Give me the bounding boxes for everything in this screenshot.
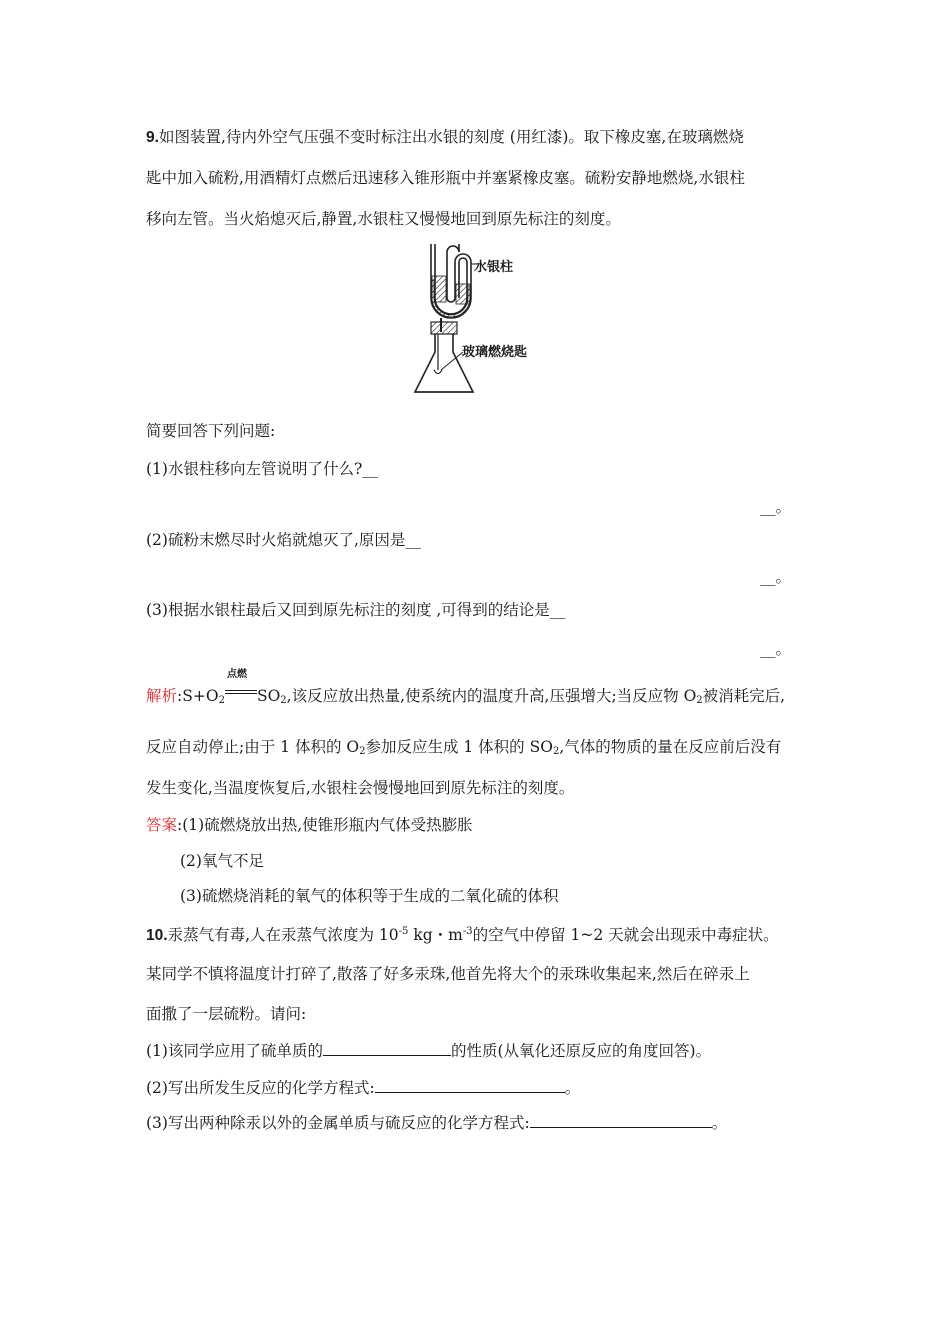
analysis-line3: 发生变化,当温度恢复后,水银柱会慢慢地回到原先标注的刻度。 [146,779,575,797]
q10-stem-line3: 面撒了一层硫粉。请问: [146,1005,307,1023]
q9-sub1-blank-end[interactable]: __。 [760,498,792,516]
glass-spoon [434,334,463,374]
q10-number: 10. [146,927,168,944]
label-mercury-column: 水银柱 [474,259,514,274]
q9-number: 9. [146,129,159,146]
q10-stem-line1: 10.汞蒸气有毒,人在汞蒸气浓度为 $10^{-5}$ kg・$m^{-3}$的空气中停留 1~2 天就会出现汞中毒症状。 [146,926,779,944]
q9-sub1: (1)水银柱移向左管说明了什么?__ [146,460,378,478]
answer-blank[interactable] [530,1113,712,1128]
q9-sub3-blank-end[interactable]: __。 [760,640,792,658]
answer-blank[interactable]: __ [405,531,421,549]
q10-sub3: (3)写出两种除汞以外的金属单质与硫反应的化学方程式: 。 [146,1114,728,1132]
q9-sub2-blank-end[interactable]: __。 [760,568,792,586]
q10-stem-line2: 某同学不慎将温度计打碎了,散落了好多汞珠,他首先将大个的汞珠收集起来,然后在碎汞上 [146,965,750,983]
q10-sub1: (1)该同学应用了硫单质的 的性质(从氧化还原反应的角度回答)。 [146,1042,712,1060]
q9-stem-line3: 移向左管。当火焰熄灭后,静置,水银柱又慢慢地回到原先标注的刻度。 [146,210,621,228]
analysis-line1: 解析$:S+O_2$ 点燃 $SO_2$,该反应放出热量,使系统内的温度升高,压强增大;当反应物 $O_2$被消耗完后, [146,669,786,706]
answer-label: 答案 [146,816,178,834]
q9-sub2: (2)硫粉末燃尽时火焰就熄灭了,原因是__ [146,531,421,549]
q9-prompt: 简要回答下列问题: [146,422,276,440]
q9-stem-line2: 匙中加入硫粉,用酒精灯点燃后迅速移入锥形瓶中并塞紧橡皮塞。硫粉安静地燃烧,水银柱 [146,169,745,187]
analysis-label: 解析 [146,687,178,705]
analysis-line2: 反应自动停止;由于 1 体积的 $O_2$参加反应生成 1 体积的 $SO_2$,气体的物质的量在反应前后没有 [146,738,782,757]
rubber-stopper [431,322,457,334]
answer-line3: (3)硫燃烧消耗的氧气的体积等于生成的二氧化硫的体积 [180,887,559,905]
answer-line1: 答案:(1)硫燃烧放出热,使锥形瓶内气体受热膨胀 [146,816,473,834]
answer-line2: (2)氧气不足 [180,852,264,870]
q10-sub2: (2)写出所发生反应的化学方程式: 。 [146,1079,581,1097]
answer-blank[interactable] [323,1041,451,1056]
q9-stem-line1: 9.如图装置,待内外空气压强不变时标注出水银的刻度 (用红漆)。取下橡皮塞,在玻璃燃烧 [146,128,744,146]
q9-sub3: (3)根据水银柱最后又回到原先标注的刻度 ,可得到的结论是__ [146,601,566,619]
reaction-arrow: 点燃 [225,681,257,701]
label-glass-spoon: 玻璃燃烧匙 [462,344,528,359]
answer-blank[interactable]: __ [549,601,566,619]
answer-blank[interactable]: __ [362,460,378,478]
answer-blank[interactable] [375,1078,565,1093]
mercury-column [432,276,470,317]
